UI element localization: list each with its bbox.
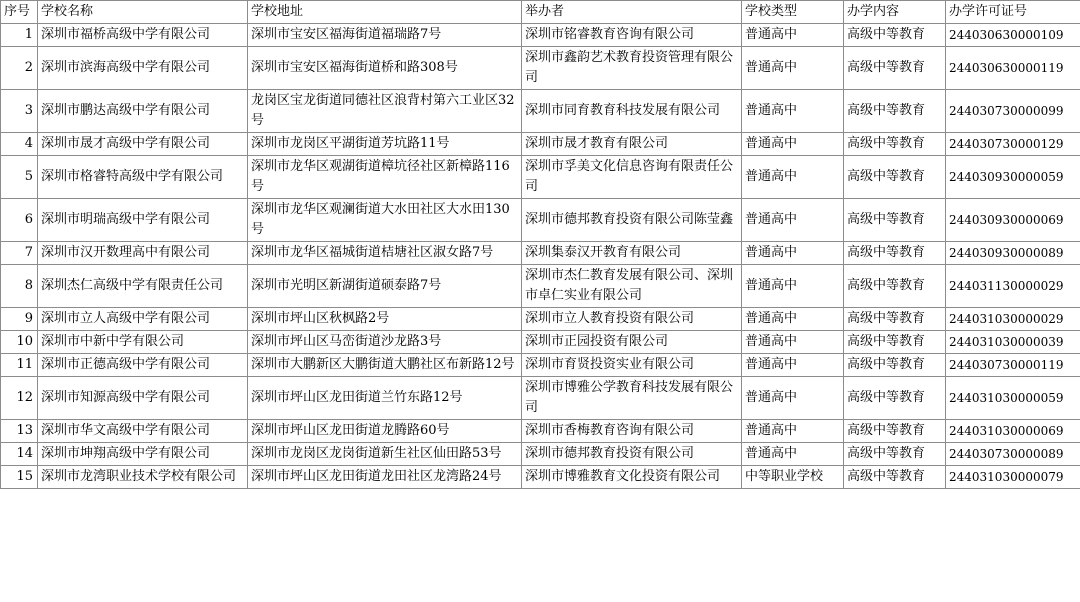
header-content: 办学内容	[844, 1, 946, 24]
cell-content: 高级中等教育	[844, 47, 946, 90]
cell-address: 深圳市龙岗区平湖街道芳坑路11号	[248, 133, 522, 156]
cell-name: 深圳市中新中学有限公司	[38, 331, 248, 354]
header-row	[1, 1, 1080, 24]
cell-index: 5	[1, 156, 38, 199]
table-row	[1, 242, 1080, 265]
cell-name: 深圳市正德高级中学有限公司	[38, 354, 248, 377]
cell-license: 244030730000089	[946, 443, 1080, 466]
cell-name: 深圳市滨海高级中学有限公司	[38, 47, 248, 90]
table-row	[1, 90, 1080, 133]
cell-address: 深圳市坪山区龙田街道兰竹东路12号	[248, 377, 522, 420]
cell-license: 244031030000059	[946, 377, 1080, 420]
cell-type: 普通高中	[742, 242, 844, 265]
table-row	[1, 420, 1080, 443]
cell-type: 普通高中	[742, 90, 844, 133]
cell-license: 244031030000069	[946, 420, 1080, 443]
cell-name: 深圳市格睿特高级中学有限公司	[38, 156, 248, 199]
cell-name: 深圳市龙湾职业技术学校有限公司	[38, 466, 248, 489]
cell-content: 高级中等教育	[844, 156, 946, 199]
cell-sponsor: 深圳市德邦教育投资有限公司	[522, 443, 742, 466]
cell-sponsor: 深圳集泰汉开教育有限公司	[522, 242, 742, 265]
cell-type: 普通高中	[742, 133, 844, 156]
cell-sponsor: 深圳市铭睿教育咨询有限公司	[522, 24, 742, 47]
cell-sponsor: 深圳市德邦教育投资有限公司陈莹鑫	[522, 199, 742, 242]
table-row	[1, 133, 1080, 156]
cell-license: 244031030000039	[946, 331, 1080, 354]
cell-address: 深圳市大鹏新区大鹏街道大鹏社区布新路12号	[248, 354, 522, 377]
cell-address: 深圳市坪山区龙田街道龙腾路60号	[248, 420, 522, 443]
cell-address: 深圳市坪山区秋枫路2号	[248, 308, 522, 331]
cell-name: 深圳市晟才高级中学有限公司	[38, 133, 248, 156]
cell-name: 深圳市福桥高级中学有限公司	[38, 24, 248, 47]
header-address: 学校地址	[248, 1, 522, 24]
cell-index: 15	[1, 466, 38, 489]
cell-index: 13	[1, 420, 38, 443]
cell-sponsor: 深圳市孚美文化信息咨询有限责任公司	[522, 156, 742, 199]
cell-license: 244030630000109	[946, 24, 1080, 47]
cell-type: 普通高中	[742, 199, 844, 242]
cell-index: 3	[1, 90, 38, 133]
cell-type: 普通高中	[742, 156, 844, 199]
cell-content: 高级中等教育	[844, 354, 946, 377]
cell-sponsor: 深圳市鑫韵艺术教育投资管理有限公司	[522, 47, 742, 90]
cell-address: 深圳市龙华区福城街道桔塘社区淑女路7号	[248, 242, 522, 265]
header-index: 序号	[1, 1, 38, 24]
table-row	[1, 443, 1080, 466]
cell-name: 深圳市明瑞高级中学有限公司	[38, 199, 248, 242]
cell-type: 普通高中	[742, 377, 844, 420]
table-row	[1, 354, 1080, 377]
cell-content: 高级中等教育	[844, 443, 946, 466]
cell-license: 244030930000059	[946, 156, 1080, 199]
cell-address: 深圳市坪山区马峦街道沙龙路3号	[248, 331, 522, 354]
cell-address: 深圳市龙华区观澜街道大水田社区大水田130号	[248, 199, 522, 242]
header-name: 学校名称	[38, 1, 248, 24]
cell-type: 普通高中	[742, 308, 844, 331]
cell-address: 深圳市光明区新湖街道硕泰路7号	[248, 265, 522, 308]
header-type: 学校类型	[742, 1, 844, 24]
cell-content: 高级中等教育	[844, 265, 946, 308]
cell-address: 深圳市宝安区福海街道桥和路308号	[248, 47, 522, 90]
cell-index: 11	[1, 354, 38, 377]
cell-sponsor: 深圳市正园投资有限公司	[522, 331, 742, 354]
cell-sponsor: 深圳市博雅公学教育科技发展有限公司	[522, 377, 742, 420]
cell-index: 12	[1, 377, 38, 420]
table-row	[1, 331, 1080, 354]
cell-address: 深圳市宝安区福海街道福瑞路7号	[248, 24, 522, 47]
cell-index: 2	[1, 47, 38, 90]
cell-index: 6	[1, 199, 38, 242]
table-row	[1, 466, 1080, 489]
cell-address: 龙岗区宝龙街道同德社区浪背村第六工业区32号	[248, 90, 522, 133]
cell-index: 9	[1, 308, 38, 331]
cell-name: 深圳市汉开数理高中有限公司	[38, 242, 248, 265]
cell-license: 244030730000099	[946, 90, 1080, 133]
cell-license: 244031030000079	[946, 466, 1080, 489]
cell-index: 4	[1, 133, 38, 156]
cell-license: 244030930000089	[946, 242, 1080, 265]
cell-type: 普通高中	[742, 420, 844, 443]
table-row	[1, 199, 1080, 242]
cell-index: 10	[1, 331, 38, 354]
header-license: 办学许可证号	[946, 1, 1080, 24]
cell-content: 高级中等教育	[844, 90, 946, 133]
cell-name: 深圳市知源高级中学有限公司	[38, 377, 248, 420]
cell-content: 高级中等教育	[844, 308, 946, 331]
cell-license: 244030630000119	[946, 47, 1080, 90]
cell-sponsor: 深圳市博雅教育文化投资有限公司	[522, 466, 742, 489]
cell-content: 高级中等教育	[844, 24, 946, 47]
table-row	[1, 308, 1080, 331]
cell-address: 深圳市龙岗区龙岗街道新生社区仙田路53号	[248, 443, 522, 466]
cell-index: 14	[1, 443, 38, 466]
cell-license: 244030730000129	[946, 133, 1080, 156]
cell-content: 高级中等教育	[844, 199, 946, 242]
cell-license: 244030730000119	[946, 354, 1080, 377]
cell-index: 8	[1, 265, 38, 308]
cell-index: 1	[1, 24, 38, 47]
cell-type: 普通高中	[742, 47, 844, 90]
cell-sponsor: 深圳市育贤投资实业有限公司	[522, 354, 742, 377]
cell-content: 高级中等教育	[844, 331, 946, 354]
cell-name: 深圳市鹏达高级中学有限公司	[38, 90, 248, 133]
cell-sponsor: 深圳市立人教育投资有限公司	[522, 308, 742, 331]
cell-index: 7	[1, 242, 38, 265]
cell-name: 深圳市坤翔高级中学有限公司	[38, 443, 248, 466]
cell-content: 高级中等教育	[844, 420, 946, 443]
cell-address: 深圳市龙华区观湖街道樟坑径社区新樟路116号	[248, 156, 522, 199]
cell-type: 普通高中	[742, 354, 844, 377]
cell-content: 高级中等教育	[844, 133, 946, 156]
cell-name: 深圳杰仁高级中学有限责任公司	[38, 265, 248, 308]
cell-type: 普通高中	[742, 265, 844, 308]
cell-content: 高级中等教育	[844, 377, 946, 420]
cell-sponsor: 深圳市杰仁教育发展有限公司、深圳市卓仁实业有限公司	[522, 265, 742, 308]
table-row	[1, 377, 1080, 420]
cell-content: 高级中等教育	[844, 466, 946, 489]
cell-name: 深圳市立人高级中学有限公司	[38, 308, 248, 331]
cell-license: 244031130000029	[946, 265, 1080, 308]
header-sponsor: 举办者	[522, 1, 742, 24]
cell-license: 244031030000029	[946, 308, 1080, 331]
cell-address: 深圳市坪山区龙田街道龙田社区龙湾路24号	[248, 466, 522, 489]
cell-content: 高级中等教育	[844, 242, 946, 265]
table-row	[1, 24, 1080, 47]
cell-type: 普通高中	[742, 443, 844, 466]
table-row	[1, 156, 1080, 199]
cell-sponsor: 深圳市晟才教育有限公司	[522, 133, 742, 156]
cell-type: 普通高中	[742, 24, 844, 47]
table-row	[1, 265, 1080, 308]
cell-sponsor: 深圳市同育教育科技发展有限公司	[522, 90, 742, 133]
cell-name: 深圳市华文高级中学有限公司	[38, 420, 248, 443]
cell-sponsor: 深圳市香梅教育咨询有限公司	[522, 420, 742, 443]
cell-type: 普通高中	[742, 331, 844, 354]
cell-license: 244030930000069	[946, 199, 1080, 242]
table-row	[1, 47, 1080, 90]
cell-type: 中等职业学校	[742, 466, 844, 489]
